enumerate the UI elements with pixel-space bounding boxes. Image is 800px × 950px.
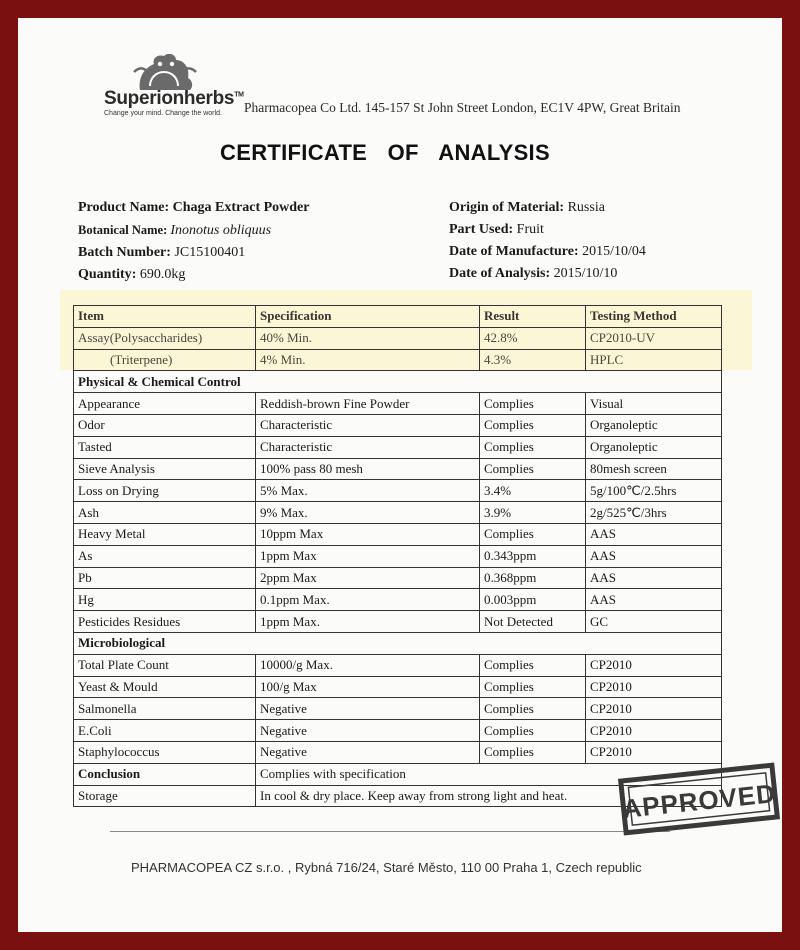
table-row [74,414,722,436]
cell-result: Complies [480,436,586,458]
section-title: Physical & Chemical Control [74,371,722,393]
cell-item: Hg [74,589,256,611]
quantity-line: Quantity: 690.0kg [78,267,186,282]
table-header-row [74,306,722,328]
origin-line: Origin of Material: Russia [449,200,605,215]
cell-method: Organoleptic [586,436,722,458]
cell-specification: 100/g Max [256,676,480,698]
header-specification: Specification [256,306,480,328]
cell-item: Salmonella [74,698,256,720]
cell-specification: 2ppm Max [256,567,480,589]
cell-method: 2g/525℃/3hrs [586,502,722,524]
cell-result: 42.8% [480,327,586,349]
cell-method: CP2010-UV [586,327,722,349]
table-row [74,589,722,611]
table-row [74,611,722,633]
analysis-table [73,305,722,807]
cell-result: 3.4% [480,480,586,502]
cell-method: AAS [586,545,722,567]
cell-result: Complies [480,414,586,436]
company-address: Pharmacopea Co Ltd. 145-157 St John Street London, EC1V 4PW, Great Britain [244,100,681,115]
cell-specification: 10ppm Max [256,523,480,545]
header-result: Result [480,306,586,328]
cell-item: Tasted [74,436,256,458]
cell-result: Complies [480,523,586,545]
cell-specification: 5% Max. [256,480,480,502]
analysis-date-line: Date of Analysis: 2015/10/10 [449,266,618,281]
table-row [74,654,722,676]
cell-method: CP2010 [586,654,722,676]
cell-result: 0.368ppm [480,567,586,589]
table-row [74,502,722,524]
cell-method: CP2010 [586,676,722,698]
cell-item: Yeast & Mould [74,676,256,698]
storage-row-label: Storage [74,785,256,807]
cell-method: GC [586,611,722,633]
table-row [74,676,722,698]
cell-method: 80mesh screen [586,458,722,480]
cell-method: CP2010 [586,720,722,742]
cell-method: Visual [586,393,722,415]
cell-method: CP2010 [586,698,722,720]
brand-name: Superionherbs™ [104,88,244,109]
table-row [74,458,722,480]
cell-item: Odor [74,414,256,436]
cell-result: Complies [480,698,586,720]
cell-specification: Characteristic [256,436,480,458]
product-info [78,197,310,286]
cell-item: Total Plate Count [74,654,256,676]
conclusion-row-label: Conclusion [74,763,256,785]
cell-method: AAS [586,589,722,611]
cell-specification: Characteristic [256,414,480,436]
material-info [449,197,646,285]
cell-item: Appearance [74,393,256,415]
physical-chemical-section [74,371,722,393]
cell-specification: 4% Min. [256,349,480,371]
cell-item: Staphylococcus [74,741,256,763]
part-used-line: Part Used: Fruit [449,222,544,237]
cell-specification: 0.1ppm Max. [256,589,480,611]
cell-result: Complies [480,741,586,763]
footer-divider [110,831,670,832]
table-row [74,698,722,720]
table-row [74,523,722,545]
microbiological-section [74,632,722,654]
cell-specification: 1ppm Max [256,545,480,567]
header-item: Item [74,306,256,328]
cell-specification: Negative [256,698,480,720]
cell-item: (Triterpene) [74,349,256,371]
cell-specification: 40% Min. [256,327,480,349]
cell-method: HPLC [586,349,722,371]
cell-result: Not Detected [480,611,586,633]
cell-specification: 1ppm Max. [256,611,480,633]
footer-address: PHARMACOPEA CZ s.r.o. , Rybná 716/24, Staré Město, 110 00 Praha 1, Czech republic [131,860,642,875]
cell-method: AAS [586,567,722,589]
cell-specification: Negative [256,741,480,763]
cell-specification: Negative [256,720,480,742]
table-row [74,480,722,502]
cell-item: Ash [74,502,256,524]
cell-result: 0.003ppm [480,589,586,611]
stamp-label: APPROVED [621,778,778,824]
cell-result: Complies [480,393,586,415]
brand-tagline: Change your mind. Change the world. [104,110,222,117]
storage-row-value: In cool & dry place. Keep away from strong light and heat. [256,785,722,807]
cell-specification: 10000/g Max. [256,654,480,676]
batch-number-line: Batch Number: JC15100401 [78,245,246,260]
table-row [74,720,722,742]
cell-item: Loss on Drying [74,480,256,502]
product-name-line: Product Name: Chaga Extract Powder [78,200,310,215]
manufacture-date-line: Date of Manufacture: 2015/10/04 [449,244,646,259]
cell-item: Pesticides Residues [74,611,256,633]
cell-item: Pb [74,567,256,589]
table-row [74,741,722,763]
cell-method: CP2010 [586,741,722,763]
header-testing-method: Testing Method [586,306,722,328]
table-row [74,393,722,415]
botanical-name-line: Botanical Name: Inonotus obliquus [78,223,272,238]
cell-result: 0.343ppm [480,545,586,567]
cell-method: 5g/100℃/2.5hrs [586,480,722,502]
cell-method: AAS [586,523,722,545]
cell-item: Assay(Polysaccharides) [74,327,256,349]
cell-item: Heavy Metal [74,523,256,545]
cell-result: Complies [480,676,586,698]
table-row [74,436,722,458]
table-row [74,567,722,589]
cell-item: As [74,545,256,567]
cell-result: Complies [480,458,586,480]
section-title: Microbiological [74,632,722,654]
cell-specification: 100% pass 80 mesh [256,458,480,480]
conclusion-row-value: Complies with specification [256,763,722,785]
table-row [74,327,722,349]
cell-result: Complies [480,720,586,742]
cell-specification: Reddish-brown Fine Powder [256,393,480,415]
table-row [74,545,722,567]
document-title: CERTIFICATE OF ANALYSIS [220,140,550,165]
cell-item: E.Coli [74,720,256,742]
letterhead [98,48,738,120]
table-row [74,349,722,371]
cell-item: Sieve Analysis [74,458,256,480]
cell-result: 4.3% [480,349,586,371]
cell-result: Complies [480,654,586,676]
cell-method: Organoleptic [586,414,722,436]
cell-specification: 9% Max. [256,502,480,524]
cell-result: 3.9% [480,502,586,524]
